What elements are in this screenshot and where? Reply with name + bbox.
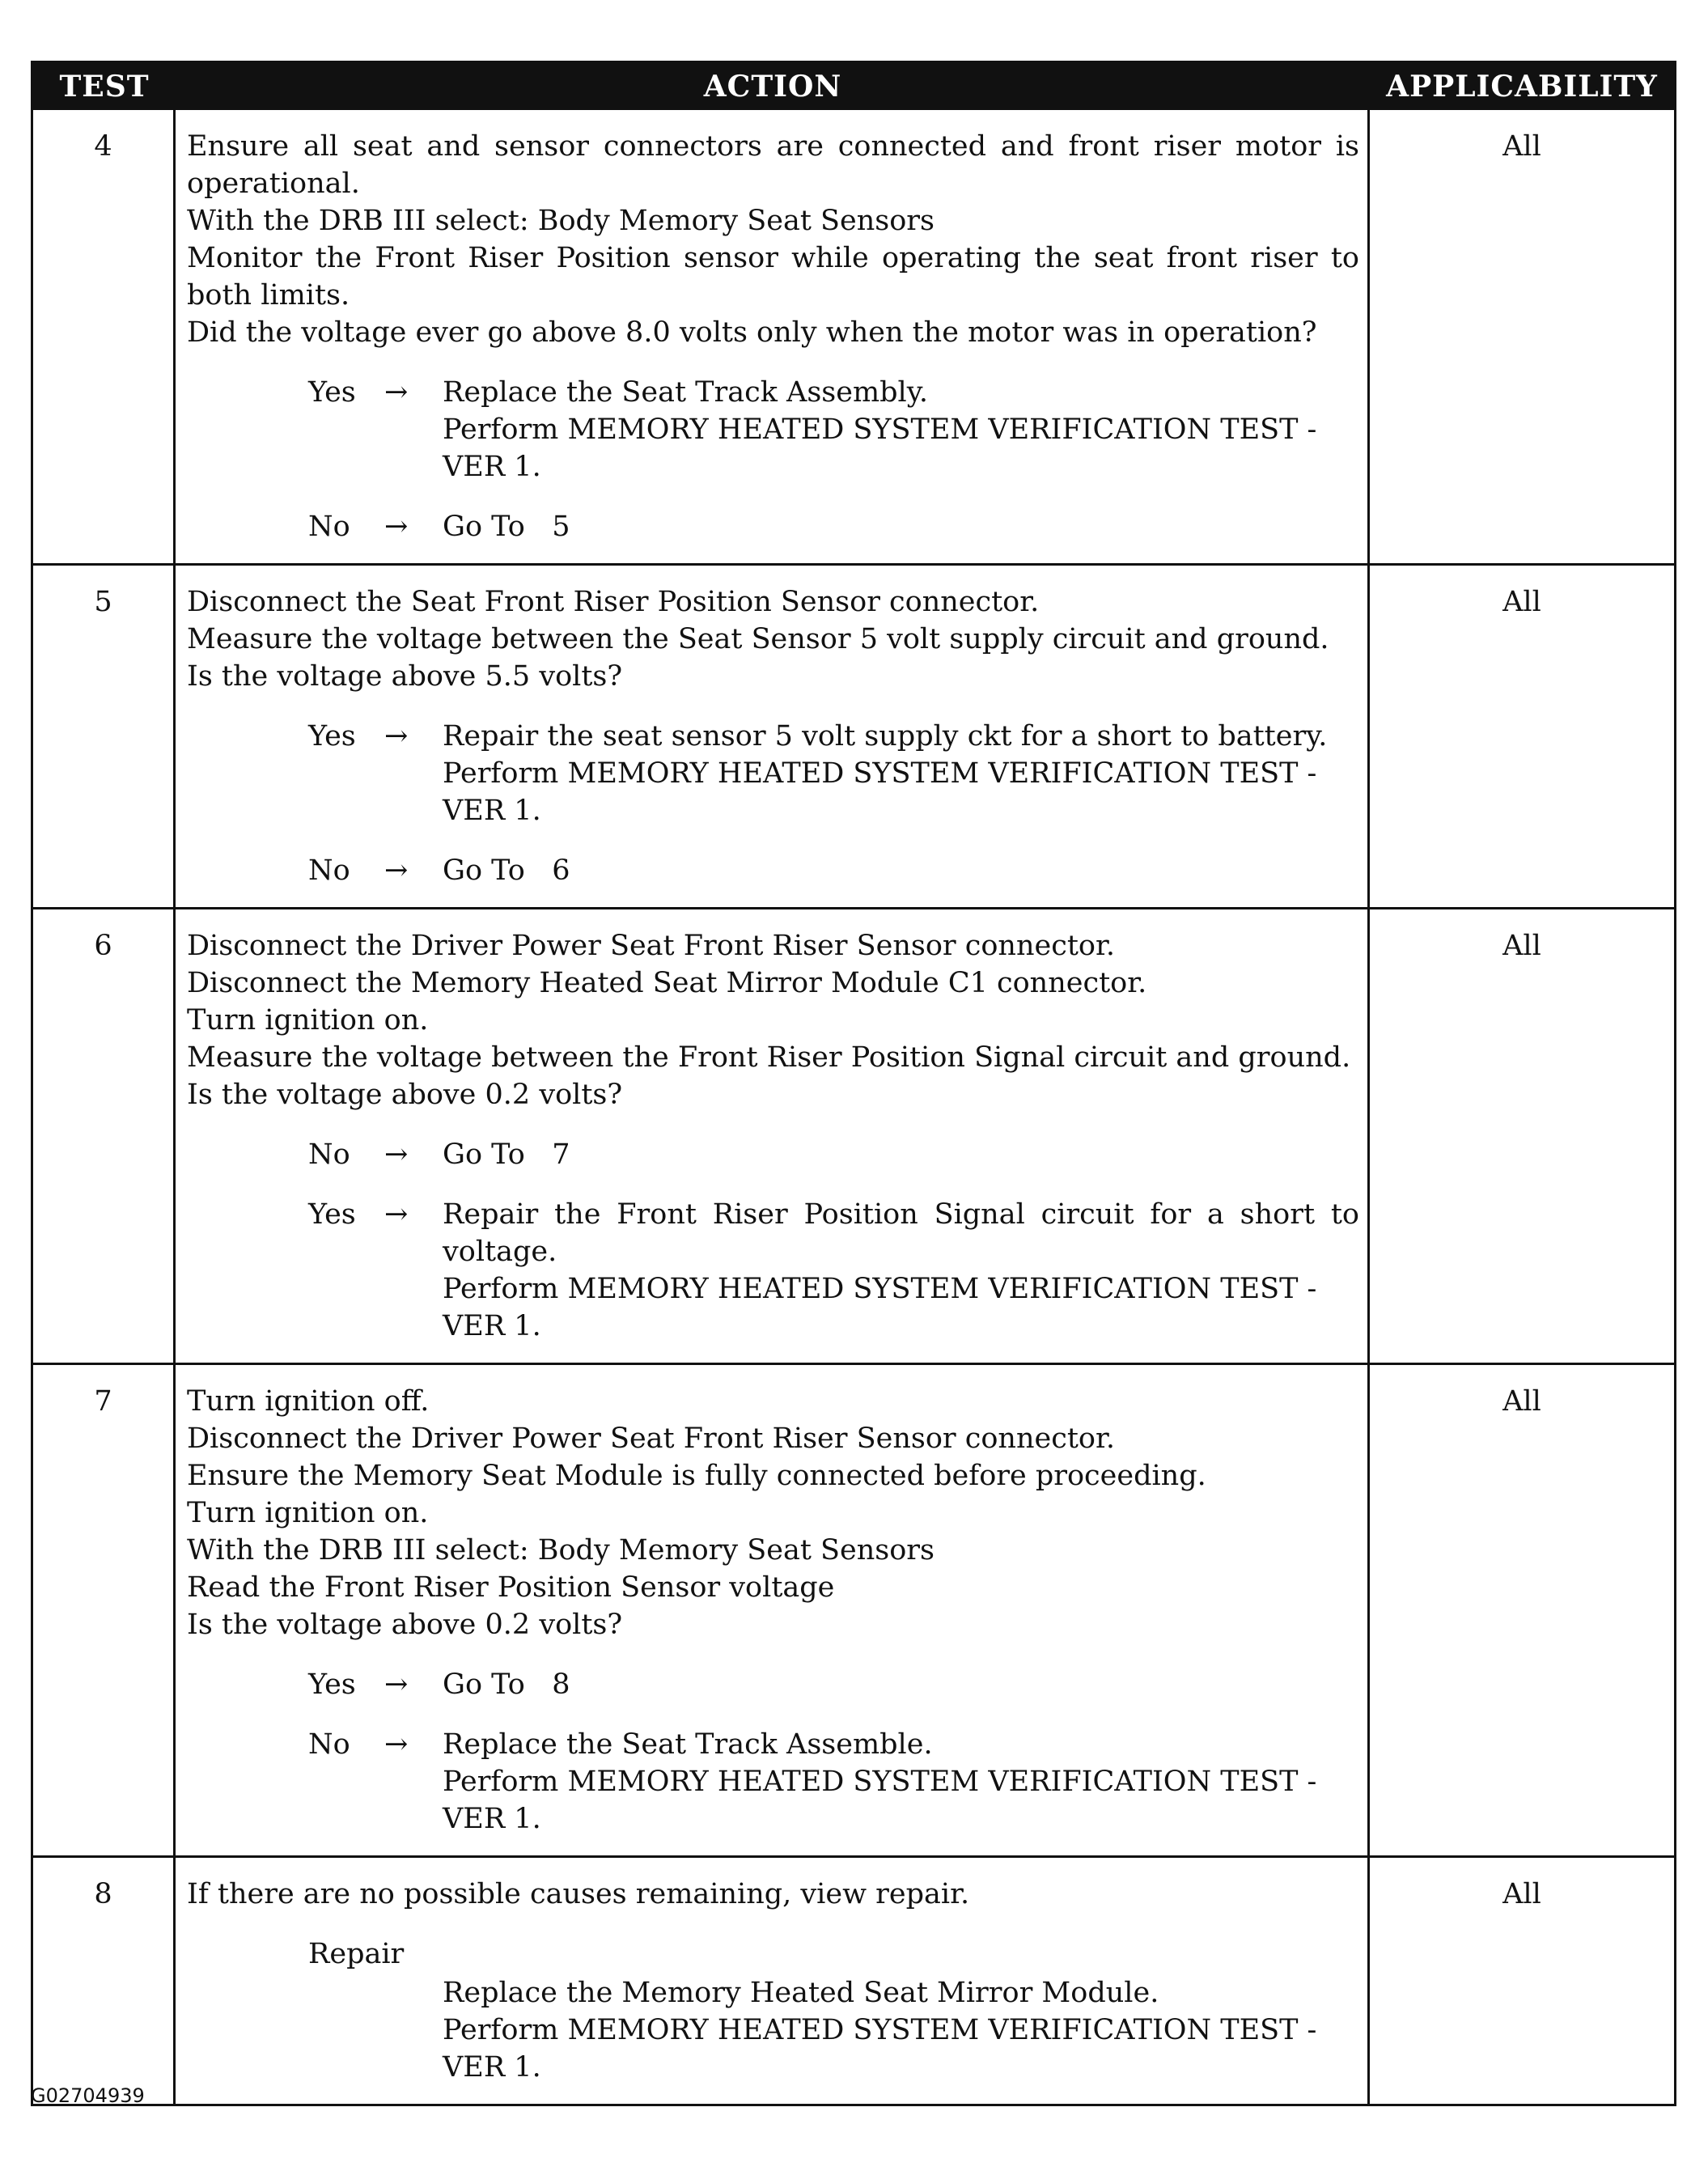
branch-result-line: Repair the Front Riser Position Signal circuit for a short to voltage. xyxy=(443,1198,1359,1268)
action-step: Turn ignition on. xyxy=(187,1497,429,1529)
branch-no xyxy=(308,852,1359,889)
branch-result-line: Perform MEMORY HEATED SYSTEM VERIFICATION TEST - VER 1. xyxy=(443,413,1317,483)
action-step: Ensure the Memory Seat Module is fully connected before proceeding. xyxy=(187,1460,1206,1492)
branch-no xyxy=(308,1726,1359,1838)
action-step: If there are no possible causes remaining, view repair. xyxy=(187,1878,970,1910)
branch-result-line: Replace the Seat Track Assemble. xyxy=(443,1728,933,1761)
test-number: 4 xyxy=(33,110,176,563)
branch-no xyxy=(308,1136,1359,1173)
branch-result-line: Go To 8 xyxy=(443,1668,570,1701)
branch-result xyxy=(443,718,1359,829)
table-row xyxy=(33,563,1674,907)
arrow-icon: → xyxy=(384,720,409,753)
applicability-value: All xyxy=(1502,1878,1541,1910)
header-action: ACTION xyxy=(703,70,842,104)
branch-label: Yes xyxy=(308,1668,356,1701)
arrow-icon: → xyxy=(384,376,409,409)
branch-yes xyxy=(308,718,1359,829)
table-row xyxy=(33,110,1674,563)
branch-result xyxy=(443,1666,1359,1703)
header-applicability: APPLICABILITY xyxy=(1386,70,1658,104)
branch-result xyxy=(443,852,1359,889)
branch-result xyxy=(443,1726,1359,1838)
test-number: 6 xyxy=(33,909,176,1363)
branch-result-line: Go To 5 xyxy=(443,511,570,543)
action-step: Disconnect the Memory Heated Seat Mirror Module C1 connector. xyxy=(187,967,1147,999)
action-step: Turn ignition on. xyxy=(187,1004,429,1037)
applicability-value: All xyxy=(1502,1385,1541,1418)
table-header xyxy=(33,63,1674,110)
branch-result-line: Replace the Seat Track Assembly. xyxy=(443,376,928,409)
action-cell xyxy=(176,110,1370,563)
action-step: Read the Front Riser Position Sensor voltage xyxy=(187,1571,835,1604)
action-step: Monitor the Front Riser Position sensor while operating the seat front riser to both limits. xyxy=(187,242,1359,312)
arrow-icon: → xyxy=(384,1198,409,1231)
action-step: Measure the voltage between the Front Riser Position Signal circuit and ground. xyxy=(187,1041,1351,1074)
repair-instructions xyxy=(443,1974,1359,2086)
branch-result-line: Repair the seat sensor 5 volt supply ckt for a short to battery. xyxy=(443,720,1328,753)
branch-yes xyxy=(308,1666,1359,1703)
branch-result-line: Go To 6 xyxy=(443,854,570,887)
figure-id: G02704939 xyxy=(31,2084,145,2107)
arrow-icon: → xyxy=(384,1138,409,1171)
header-test: TEST xyxy=(59,70,150,104)
repair-line: Perform MEMORY HEATED SYSTEM VERIFICATION TEST - VER 1. xyxy=(443,2014,1317,2084)
applicability-value: All xyxy=(1502,586,1541,618)
applicability-value: All xyxy=(1502,930,1541,962)
action-cell xyxy=(176,566,1370,907)
action-cell xyxy=(176,1858,1370,2104)
action-step: With the DRB III select: Body Memory Seat Sensors xyxy=(187,1534,935,1567)
action-cell xyxy=(176,909,1370,1363)
action-step: Is the voltage above 0.2 volts? xyxy=(187,1609,623,1641)
action-step: Measure the voltage between the Seat Sensor 5 volt supply circuit and ground. xyxy=(187,623,1329,655)
action-cell xyxy=(176,1365,1370,1855)
arrow-icon: → xyxy=(384,1668,409,1701)
action-step: Did the voltage ever go above 8.0 volts only when the motor was in operation? xyxy=(187,316,1317,349)
test-number: 8 xyxy=(33,1858,176,2104)
test-number: 5 xyxy=(33,566,176,907)
branch-label: Yes xyxy=(308,376,356,409)
action-step: Disconnect the Driver Power Seat Front Riser Sensor connector. xyxy=(187,1422,1115,1455)
action-step: With the DRB III select: Body Memory Seat Sensors xyxy=(187,205,935,237)
action-step: Disconnect the Seat Front Riser Position Sensor connector. xyxy=(187,586,1040,618)
repair-line: Replace the Memory Heated Seat Mirror Module. xyxy=(443,1977,1159,2009)
branch-result xyxy=(443,1136,1359,1173)
test-number: 7 xyxy=(33,1365,176,1855)
branch-no xyxy=(308,508,1359,545)
action-step: Disconnect the Driver Power Seat Front Riser Sensor connector. xyxy=(187,930,1115,962)
arrow-icon: → xyxy=(384,511,409,543)
diagnostic-test-table xyxy=(31,61,1676,2106)
branch-yes xyxy=(308,1196,1359,1345)
action-step: Is the voltage above 5.5 volts? xyxy=(187,660,623,693)
branch-label: No xyxy=(308,511,350,543)
branch-label: No xyxy=(308,854,350,887)
action-step: Is the voltage above 0.2 volts? xyxy=(187,1079,623,1111)
branch-result-line: Perform MEMORY HEATED SYSTEM VERIFICATION TEST - VER 1. xyxy=(443,1766,1317,1835)
branch-result-line: Go To 7 xyxy=(443,1138,570,1171)
table-row xyxy=(33,1363,1674,1855)
branch-result-line: Perform MEMORY HEATED SYSTEM VERIFICATION TEST - VER 1. xyxy=(443,757,1317,827)
table-row xyxy=(33,907,1674,1363)
branch-result xyxy=(443,1196,1359,1345)
action-step: Ensure all seat and sensor connectors are connected and front riser motor is operational. xyxy=(187,130,1359,200)
branch-yes xyxy=(308,374,1359,485)
arrow-icon: → xyxy=(384,854,409,887)
repair-label: Repair xyxy=(308,1938,405,1970)
branch-label: Yes xyxy=(308,1198,356,1231)
branch-result-line: Perform MEMORY HEATED SYSTEM VERIFICATION TEST - VER 1. xyxy=(443,1273,1317,1342)
applicability-value: All xyxy=(1502,130,1541,163)
branch-result xyxy=(443,508,1359,545)
action-step: Turn ignition off. xyxy=(187,1385,430,1418)
branch-result xyxy=(443,374,1359,485)
branch-label: No xyxy=(308,1728,350,1761)
arrow-icon: → xyxy=(384,1728,409,1761)
branch-label: No xyxy=(308,1138,350,1171)
table-row xyxy=(33,1855,1674,2104)
branch-label: Yes xyxy=(308,720,356,753)
